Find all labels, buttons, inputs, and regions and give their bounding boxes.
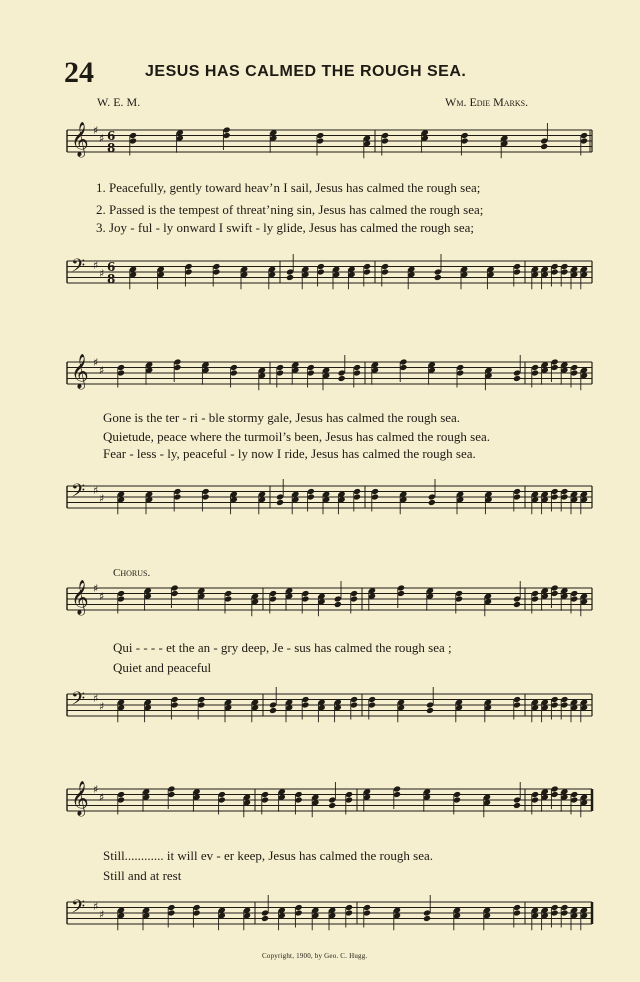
time-signature: 8 [107, 141, 116, 155]
lyric-line-verse2: Quietude, peace where the turmoil’s been, Jesus has calmed the rough sea. [103, 429, 490, 444]
bass-staff-system-3 [0, 680, 640, 750]
treble-clef-icon: 𝄞 [71, 580, 89, 615]
sharp-icon: ♯ [93, 582, 99, 595]
lyric-line-verse1: Gone is the ter - ri - ble stormy gale, Jesus has calmed the rough sea. [103, 410, 461, 425]
treble-staff-system-3 [0, 578, 640, 638]
time-signature: 6 [107, 260, 116, 274]
notehead [434, 274, 442, 281]
notehead [286, 274, 294, 281]
lyric-line-verse1: 1. Peacefully, gently toward heav’n I sail, Jesus has calmed the rough sea; [96, 180, 481, 195]
notehead [426, 707, 434, 714]
hymn-number: 24 [64, 56, 94, 89]
notehead [513, 601, 521, 608]
lyric-line-verse2: 2. Passed is the tempest of threat’ning sin, Jesus has calmed the rough sea; [96, 202, 484, 217]
lyric-line-chorus: Still............ it will ev - er keep, Jesus has calmed the rough sea. [103, 848, 433, 863]
composer-credit: Wm. Edie Marks. [445, 95, 529, 109]
bass-clef-icon: 𝄢 [71, 256, 86, 281]
bass-staff-system-1 [0, 245, 640, 310]
sharp-icon: ♯ [93, 124, 99, 137]
notehead [328, 802, 336, 809]
lyricist-credit: W. E. M. [97, 95, 141, 109]
sharp-icon: ♯ [99, 908, 105, 921]
time-signature: 6 [107, 129, 116, 143]
notehead [540, 143, 548, 150]
copyright-notice: Copyright, 1900, by Geo. C. Hugg. [262, 952, 368, 960]
notehead [428, 499, 436, 506]
treble-staff-system-2 [0, 348, 640, 408]
lyric-line-chorus-alt: Still and at rest [103, 868, 182, 883]
lyric-line-chorus-alt: Quiet and peaceful [113, 660, 212, 675]
lyric-line-verse3: Fear - less - ly, peaceful - ly now I ride, Jesus has calmed the rough sea. [103, 446, 476, 461]
notehead [338, 375, 346, 382]
bass-staff-system-2 [0, 470, 640, 540]
notehead [261, 915, 269, 922]
notehead [334, 601, 342, 608]
notehead [513, 375, 521, 382]
hymn-title: JESUS HAS CALMED THE ROUGH SEA. [145, 63, 467, 80]
treble-clef-icon: 𝄞 [71, 354, 89, 389]
lyric-line-chorus: Qui - - - - et the an - gry deep, Je - sus has calmed the rough sea ; [113, 640, 452, 655]
lyric-line-verse3: 3. Joy - ful - ly onward I swift - ly glide, Jesus has calmed the rough sea; [96, 220, 475, 235]
sharp-icon: ♯ [93, 484, 99, 497]
chorus-label: Chorus. [113, 567, 151, 579]
sharp-icon: ♯ [93, 259, 99, 272]
sharp-icon: ♯ [93, 356, 99, 369]
notehead [423, 915, 431, 922]
bass-staff-system-4 [0, 888, 640, 953]
bass-clef-icon: 𝄢 [71, 481, 86, 506]
sharp-icon: ♯ [99, 267, 105, 280]
treble-clef-icon: 𝄞 [71, 781, 89, 816]
sharp-icon: ♯ [99, 590, 105, 603]
sharp-icon: ♯ [99, 791, 105, 804]
sharp-icon: ♯ [99, 492, 105, 505]
sharp-icon: ♯ [99, 364, 105, 377]
time-signature: 8 [107, 272, 116, 286]
sharp-icon: ♯ [99, 700, 105, 713]
notehead [276, 499, 284, 506]
sharp-icon: ♯ [93, 900, 99, 913]
treble-clef-icon: 𝄞 [71, 122, 89, 157]
bass-clef-icon: 𝄢 [71, 689, 86, 714]
treble-staff-system-4 [0, 775, 640, 840]
notehead [269, 707, 277, 714]
notehead [513, 802, 521, 809]
sharp-icon: ♯ [99, 132, 105, 145]
sharp-icon: ♯ [93, 783, 99, 796]
bass-clef-icon: 𝄢 [71, 897, 86, 922]
treble-staff-system-1 [0, 120, 640, 180]
sharp-icon: ♯ [93, 692, 99, 705]
